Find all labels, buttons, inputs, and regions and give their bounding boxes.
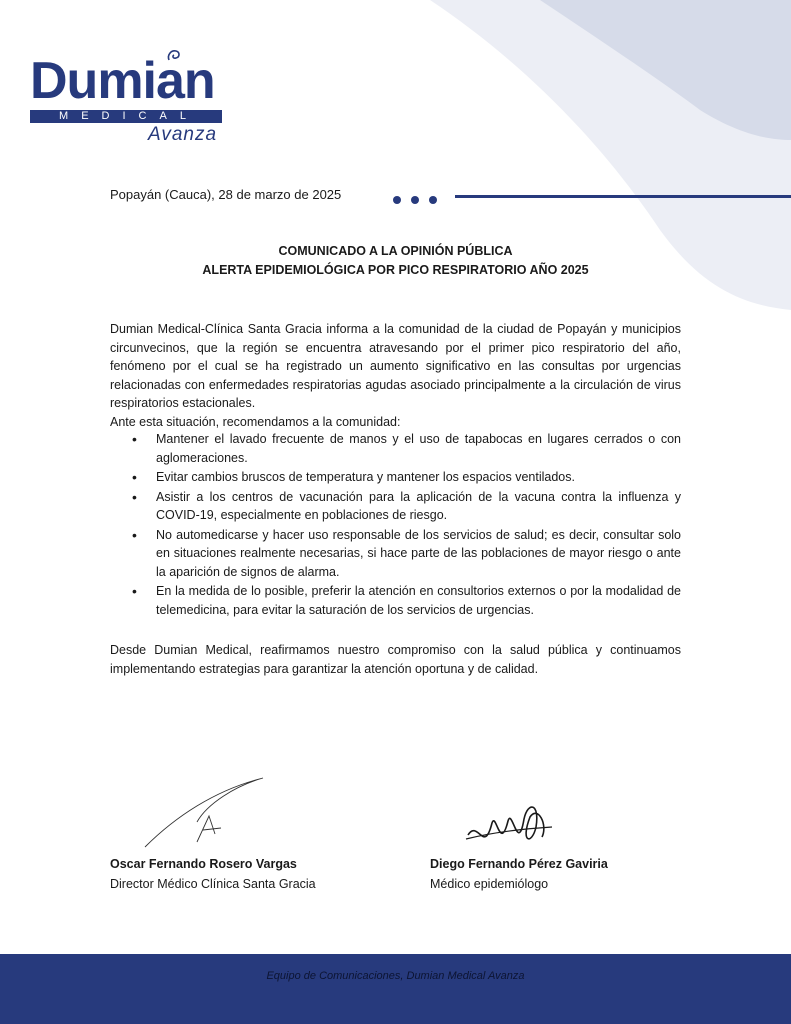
document-date: Popayán (Cauca), 28 de marzo de 2025 [110,187,342,202]
decorative-dots [393,191,447,209]
signatory-2-name: Diego Fernando Pérez Gaviria [430,857,608,871]
logo-medical-bar: MEDICAL [30,110,222,123]
logo-tagline: Avanza [148,124,218,145]
header-rule [455,195,791,198]
closing-paragraph: Desde Dumian Medical, reafirmamos nuestro compromiso con la salud pública y continuamos implementando estrategias para garantizar la atención oportuna y de calidad. [110,643,681,676]
list-item: • En la medida de lo posible, preferir la atención en consultorios externos o por la modalidad de telemedicina, para evitar la saturación de los servicios de urgencias. [110,582,681,619]
heading-line-2: ALERTA EPIDEMIOLÓGICA POR PICO RESPIRATORIO AÑO 2025 [202,263,589,277]
list-item: • Asistir a los centros de vacunación para la aplicación de la vacuna contra la influenza y COVID-19, especialmente en poblaciones de riesgo. [110,488,681,525]
dot-icon [429,196,437,204]
recommendation-list [110,430,681,620]
signatory-1-role: Director Médico Clínica Santa Gracia [110,877,316,891]
dot-icon [411,196,419,204]
intro-lead: Ante esta situación, recomendamos a la comunidad: [110,414,401,429]
company-logo [30,52,230,150]
closing-section [110,641,681,678]
document-heading [110,242,681,280]
signatory-2-role: Médico epidemiólogo [430,877,549,891]
list-item: • No automedicarse y hacer uso responsable de los servicios de salud; es decir, consultar solo en situaciones realmente necesarias, si hace parte de las poblaciones de mayor riesgo o ante la aparición de signos de alarma. [110,526,681,582]
list-item: • Mantener el lavado frecuente de manos y el uso de tapabocas en lugares cerrados o con aglomeraciones. [110,430,681,467]
list-item: • Evitar cambios bruscos de temperatura y mantener los espacios ventilados. [110,468,681,487]
footer-text: Equipo de Comunicaciones, Dumian Medical Avanza [266,970,525,982]
signature-1 [135,772,270,852]
footer-band [0,954,791,1024]
signature-2 [460,795,560,865]
intro-paragraph: Dumian Medical-Clínica Santa Gracia informa a la comunidad de la ciudad de Popayán y municipios circunvecinos, que la región se encuentra atravesando por el primer pico respiratorio del año, fenómeno por el cual se ha registrado un aumento significativo en las consultas por urgencias relacionadas con enfermedades respiratorias agudas asociado principalmente a la circulación de virus respiratorios estacionales. [110,322,681,410]
intro-section [110,320,681,431]
signatory-1-name: Oscar Fernando Rosero Vargas [110,857,297,871]
logo-wordmark: Dumian [30,52,215,110]
dot-icon [393,196,401,204]
heading-line-1: COMUNICADO A LA OPINIÓN PÚBLICA [278,244,513,258]
